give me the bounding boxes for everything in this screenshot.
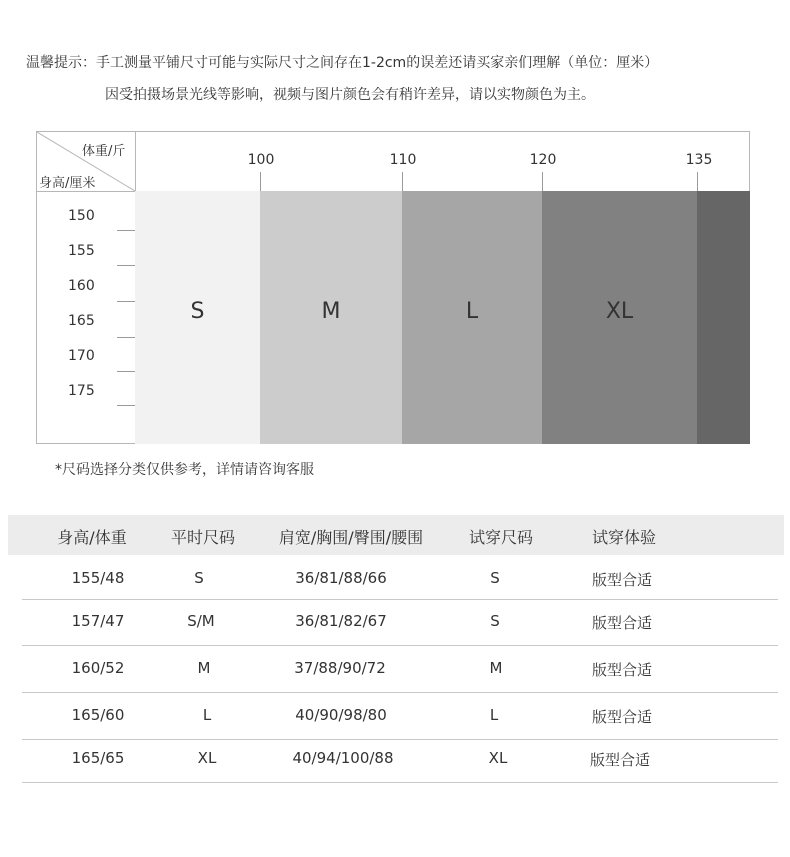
height-tick bbox=[117, 301, 135, 302]
table-cell: 165/60 bbox=[71, 706, 125, 724]
table-row bbox=[0, 647, 790, 693]
table-cell: 版型合适 bbox=[591, 708, 653, 726]
size-band-label: XL bbox=[605, 299, 634, 324]
column-header: 身高/体重 bbox=[57, 528, 127, 547]
size-band-xxl bbox=[697, 191, 750, 444]
column-header: 试穿尺码 bbox=[468, 528, 534, 547]
height-tick bbox=[117, 371, 135, 372]
height-tick bbox=[117, 405, 135, 406]
weight-tick-label: 110 bbox=[389, 152, 417, 168]
height-tick-label: 160 bbox=[68, 278, 95, 294]
weight-tick bbox=[402, 172, 403, 191]
table-cell: S bbox=[490, 612, 500, 630]
table-cell: 版型合适 bbox=[591, 571, 653, 589]
column-header: 平时尺码 bbox=[170, 528, 236, 547]
weight-tick-label: 100 bbox=[247, 152, 275, 168]
size-band-label: M bbox=[321, 299, 341, 324]
height-tick-label: 165 bbox=[68, 313, 95, 329]
weight-tick-label: 135 bbox=[685, 152, 713, 168]
weight-tick bbox=[697, 172, 698, 191]
table-cell: 36/81/88/66 bbox=[295, 569, 387, 587]
size-band-l bbox=[402, 191, 542, 444]
table-cell: 37/88/90/72 bbox=[294, 659, 386, 677]
size-band-s bbox=[135, 191, 260, 444]
height-tick-label: 150 bbox=[68, 208, 95, 224]
height-tick bbox=[117, 230, 135, 231]
height-axis-label: 身高/厘米 bbox=[39, 176, 96, 191]
height-tick bbox=[117, 337, 135, 338]
table-cell: 155/48 bbox=[71, 569, 125, 587]
size-band-label: S bbox=[190, 299, 205, 324]
header-divider bbox=[37, 191, 135, 192]
size-band-label: L bbox=[465, 299, 479, 324]
weight-tick bbox=[260, 172, 261, 191]
table-cell: L bbox=[489, 706, 499, 724]
row-divider bbox=[22, 599, 778, 600]
table-row bbox=[0, 557, 790, 603]
notice-line-2: 因受拍摄场景光线等影响，视频与图片颜色会有稍许差异，请以实物颜色为主。 bbox=[105, 87, 595, 103]
corner-divider bbox=[135, 132, 136, 191]
size-band-m bbox=[260, 191, 402, 444]
table-cell: S bbox=[490, 569, 500, 587]
table-cell: S bbox=[194, 569, 204, 587]
table-cell: 版型合适 bbox=[591, 614, 653, 632]
table-cell: XL bbox=[488, 749, 508, 767]
table-cell: S/M bbox=[187, 612, 215, 630]
table-cell: M bbox=[489, 659, 503, 677]
table-cell: 版型合适 bbox=[589, 751, 651, 769]
table-cell: XL bbox=[197, 749, 217, 767]
table-row bbox=[0, 693, 790, 739]
height-tick-label: 155 bbox=[68, 243, 95, 259]
column-header: 肩宽/胸围/臀围/腰围 bbox=[278, 528, 424, 547]
table-cell: 36/81/82/67 bbox=[295, 612, 387, 630]
table-row bbox=[0, 739, 790, 785]
height-tick bbox=[117, 265, 135, 266]
table-cell: 157/47 bbox=[71, 612, 125, 630]
row-divider bbox=[22, 782, 778, 783]
weight-tick-label: 120 bbox=[529, 152, 557, 168]
table-cell: 40/94/100/88 bbox=[292, 749, 394, 767]
column-header: 试穿体验 bbox=[591, 528, 657, 547]
height-tick-label: 170 bbox=[68, 348, 95, 364]
chart-note: *尺码选择分类仅供参考，详情请咨询客服 bbox=[55, 462, 314, 478]
table-cell: M bbox=[197, 659, 211, 677]
size-chart bbox=[36, 131, 750, 444]
notice-line-1: 温馨提示：手工测量平铺尺寸可能与实际尺寸之间存在1-2cm的误差还请买家亲们理解（单位：厘米） bbox=[26, 55, 659, 71]
size-band-xl bbox=[542, 191, 697, 444]
table-cell: L bbox=[202, 706, 212, 724]
weight-axis-label: 体重/斤 bbox=[82, 144, 126, 159]
table-cell: 40/90/98/80 bbox=[295, 706, 387, 724]
table-cell: 版型合适 bbox=[591, 661, 653, 679]
table-cell: 165/65 bbox=[71, 749, 125, 767]
table-row bbox=[0, 601, 790, 647]
row-divider bbox=[22, 645, 778, 646]
table-cell: 160/52 bbox=[71, 659, 125, 677]
weight-tick bbox=[542, 172, 543, 191]
height-tick-label: 175 bbox=[68, 383, 95, 399]
